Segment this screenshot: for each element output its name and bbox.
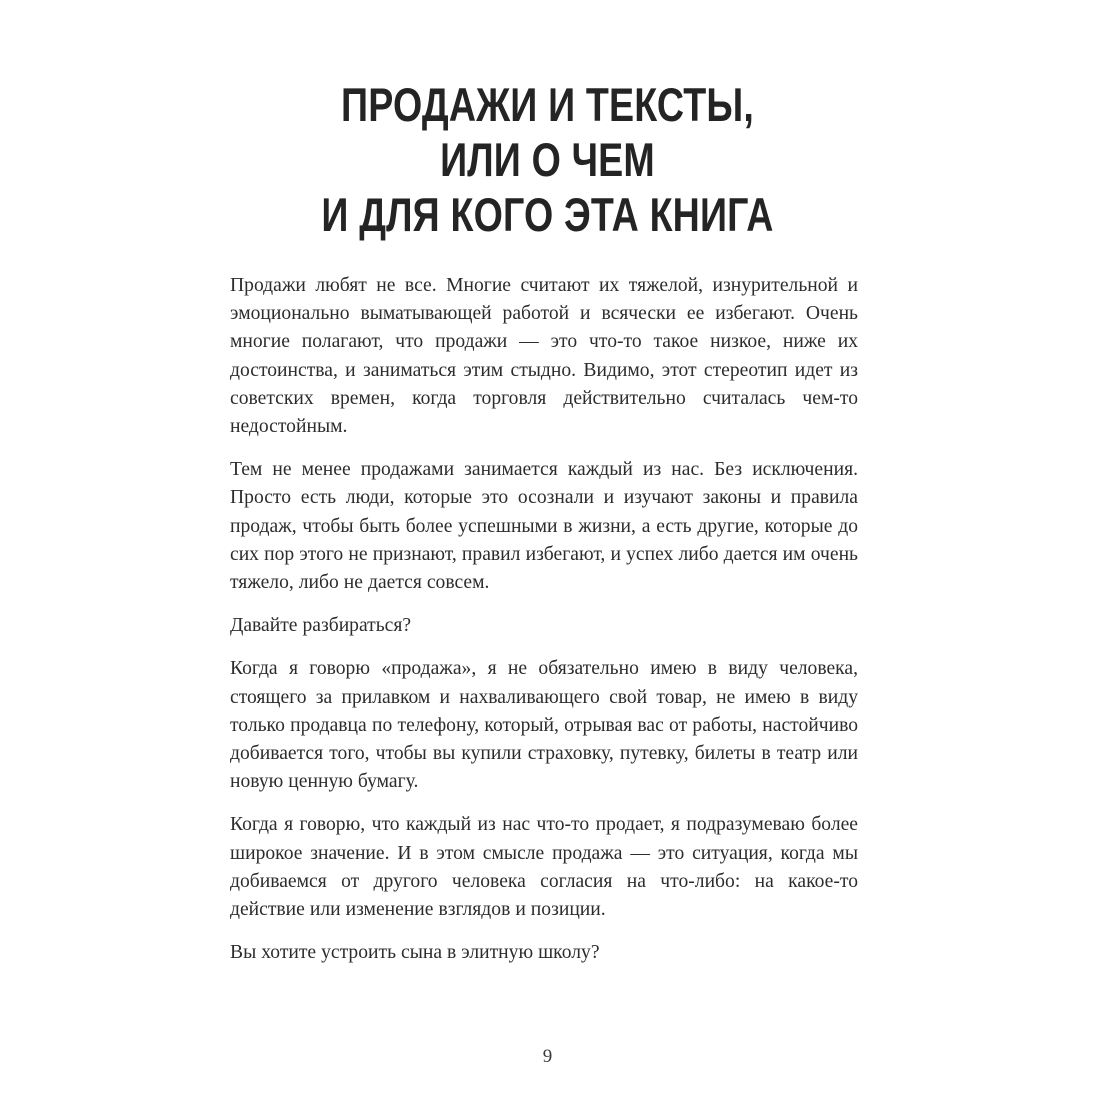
body-text-block [230, 272, 858, 967]
body-paragraph: Когда я говорю, что каждый из нас что-то продает, я подразумеваю более широкое значение. И в этом смысле продажа — это ситуация, когда мы добиваемся от другого человека согласия на что-либо: на какое-то действие или изменение взглядов и позиции. [230, 814, 858, 921]
body-paragraph: Вы хотите устроить сына в элитную школу? [230, 942, 600, 964]
chapter-title-line-3: И ДЛЯ КОГО ЭТА КНИГА [321, 188, 774, 242]
page-number: 9 [542, 1046, 553, 1067]
body-paragraph: Продажи любят не все. Многие считают их тяжелой, изнурительной и эмоционально выматывающей работой и всячески ее избегают. Очень многие полагают, что продажи — это что-то такое низкое, ниже их достоинства, и заниматься этим стыдно. Видимо, этот стереотип идет из советских времен, когда торговля действительно считалась чем-то недостойным. [230, 275, 858, 438]
chapter-title [110, 77, 986, 242]
chapter-title-line-2: ИЛИ О ЧЕМ [440, 133, 655, 187]
body-paragraph: Тем не менее продажами занимается каждый из нас. Без исключения. Просто есть люди, которые это осознали и изучают законы и правила продаж, чтобы быть более успешными в жизни, а есть другие, которые до сих пор этого не признают, правил избегают, и успех либо дается им очень тяжело, либо не дается совсем. [230, 459, 858, 594]
chapter-title-line-1: ПРОДАЖИ И ТЕКСТЫ, [341, 78, 754, 132]
body-paragraph: Когда я говорю «продажа», я не обязательно имею в виду человека, стоящего за прилавком и нахваливающего свой товар, не имею в виду только продавца по телефону, который, отрывая вас от работы, настойчиво добивается того, чтобы вы купили страховку, путевку, билеты в театр или новую ценную бумагу. [230, 658, 858, 793]
body-paragraph: Давайте разбираться? [230, 615, 412, 637]
